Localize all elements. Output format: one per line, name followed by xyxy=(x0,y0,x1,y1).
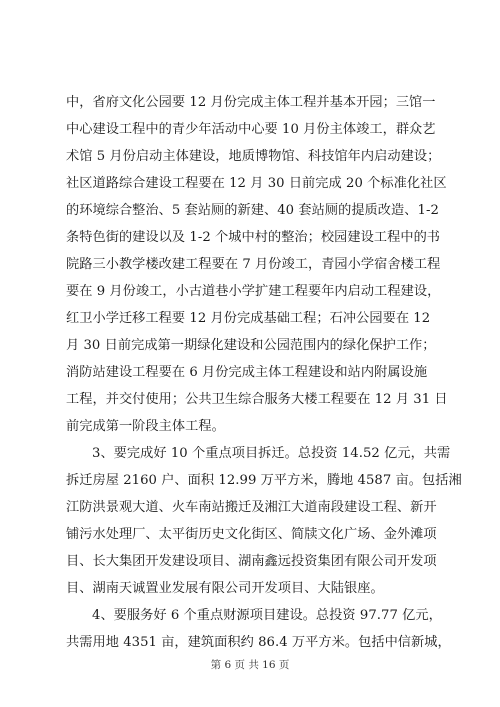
text-line: 院路三小教学楼改建工程要在 7 月份竣工，青园小学宿舍楼工程 xyxy=(66,257,441,272)
paragraph-item-4 xyxy=(66,602,451,656)
text-line: 目、湖南天诚置业发展有限公司开发项目、大陆银座。 xyxy=(66,581,384,596)
page-footer xyxy=(0,657,500,672)
text-line: 要在 9 月份竣工，小古道巷小学扩建工程要年内启动工程建设， xyxy=(66,284,441,299)
text-line: 红卫小学迁移工程要 12 月份完成基础工程；石冲公园要在 12 xyxy=(66,311,431,326)
text-line: 江防洪景观大道、火车南站搬迁及湘江大道南段建设工程、新开 xyxy=(66,500,437,515)
document-body xyxy=(66,89,462,656)
text-line: 工程，并交付使用；公共卫生综合服务大楼工程要在 12 月 31 日 xyxy=(66,392,448,407)
text-line: 4、要服务好 6 个重点财源项目建设。总投资 97.77 亿元， xyxy=(92,608,442,623)
paragraph-continued xyxy=(66,89,448,440)
page-number-label: 第 6 页 共 16 页 xyxy=(210,659,290,671)
paragraph-item-3 xyxy=(66,440,462,602)
text-line: 铺污水处理厂、太平街历史文化街区、简牍文化广场、金外滩项 xyxy=(66,527,437,542)
text-line: 术馆 5 月份启动主体建设，地质博物馆、科技馆年内启动建设； xyxy=(66,149,441,164)
text-line: 前完成第一阶段主体工程。 xyxy=(66,419,225,434)
text-line: 3、要完成好 10 个重点项目拆迁。总投资 14.52 亿元，共需 xyxy=(92,446,451,461)
text-line: 中心建设工程中的青少年活动中心要 10 月份主体竣工，群众艺 xyxy=(66,122,436,137)
text-line: 社区道路综合建设工程要在 12 月 30 日前完成 20 个标准化社区 xyxy=(66,176,447,191)
text-line: 目、长大集团开发建设项目、湖南鑫远投资集团有限公司开发项 xyxy=(66,554,437,569)
text-line: 中，省府文化公园要 12 月份完成主体工程并基本开园；三馆一 xyxy=(66,95,436,110)
text-line: 消防站建设工程要在 6 月份完成主体工程建设和站内附属设施 xyxy=(66,365,428,380)
text-line: 月 30 日前完成第一期绿化建设和公园范围内的绿化保护工作； xyxy=(66,338,436,353)
text-line: 条特色街的建设以及 1-2 个城中村的整治；校园建设工程中的书 xyxy=(66,230,441,245)
text-line: 的环境综合整治、5 套站厕的新建、40 套站厕的提质改造、1-2 xyxy=(66,203,439,218)
text-line: 共需用地 4351 亩，建筑面积约 86.4 万平方米。包括中信新城， xyxy=(66,635,451,650)
text-line: 拆迁房屋 2160 户、面积 12.99 万平方米，腾地 4587 亩。包括湘 xyxy=(66,473,462,488)
